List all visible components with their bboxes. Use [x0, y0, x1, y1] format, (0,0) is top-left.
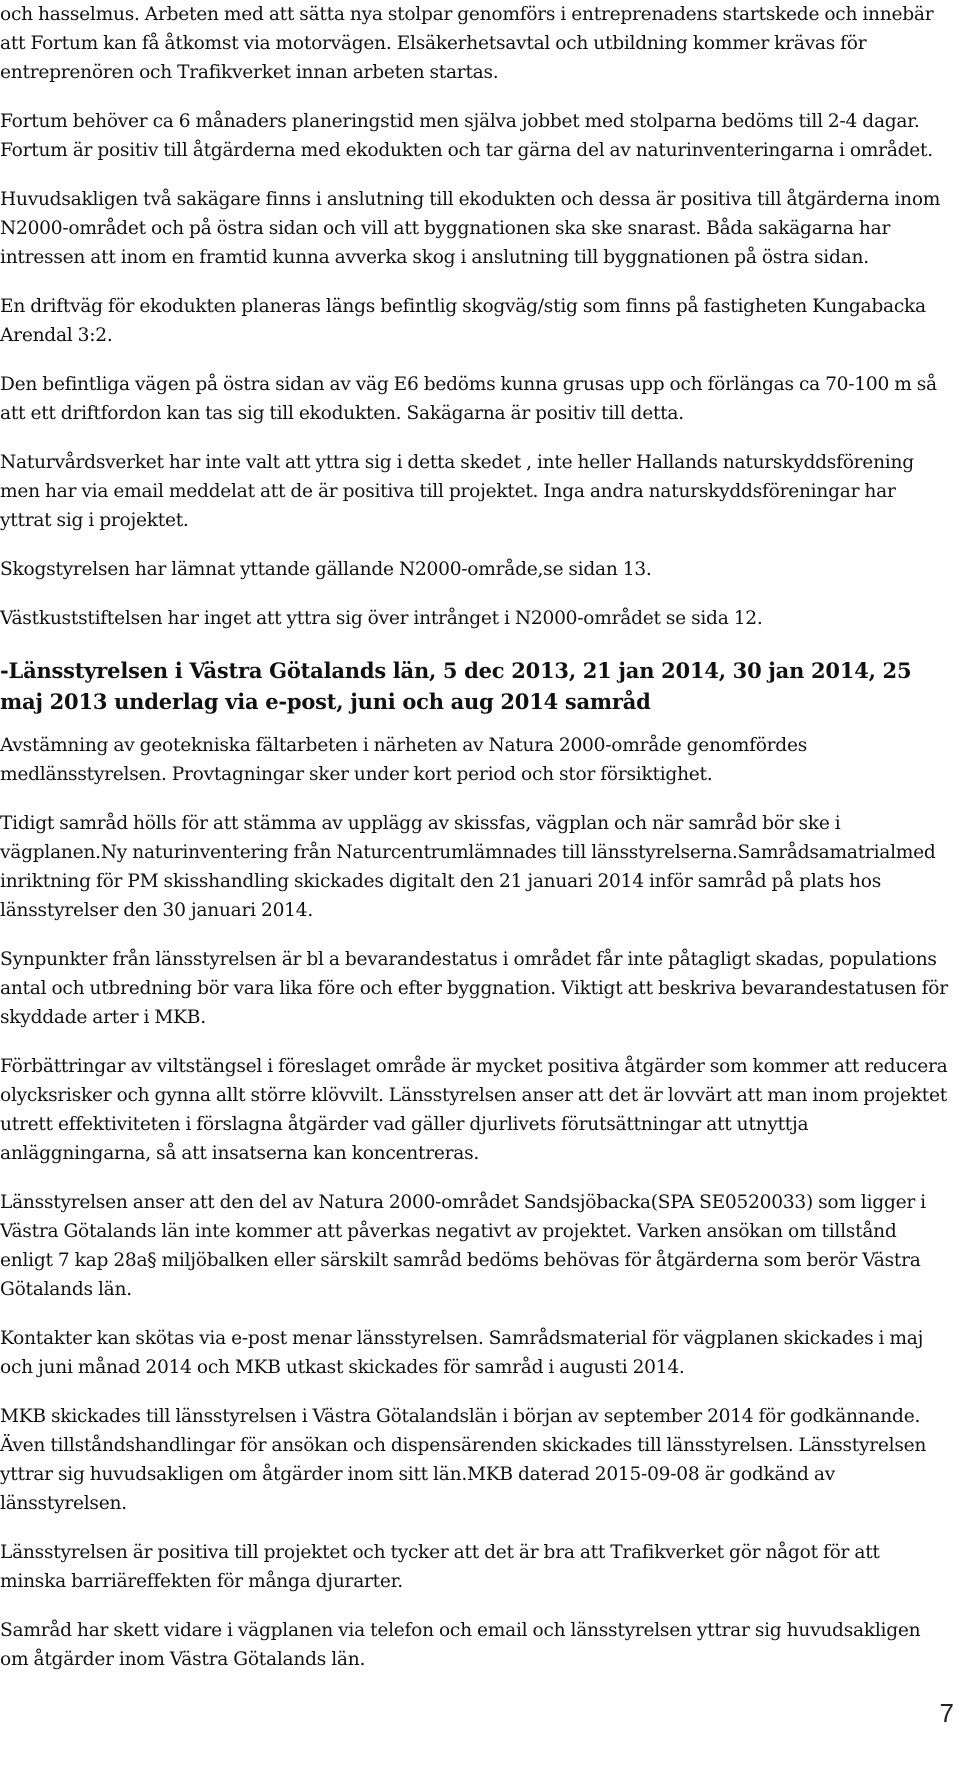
paragraph-vastkuststiftelsen: Västkuststiftelsen har inget att yttra sig över intrånget i N2000-området se sida 12. [0, 608, 763, 629]
paragraph-driftvag: En driftväg för ekodukten planeras längs befintlig skogväg/stig som finns på fastigheten Kungabacka Arendal 3:2. [0, 296, 926, 346]
paragraph-sakagare: Huvudsakligen två sakägare finns i anslutning till ekodukten och dessa är positiva till åtgärderna inom N2000-området och på östra sidan och vill att byggnationen ska ske snarast. Båda sakägarna har intressen att inom en framtid kunna avverka skog i anslutning till byggnationen på östra sidan. [0, 189, 941, 268]
paragraph-samrad-vidare: Samråd har skett vidare i vägplanen via telefon och email och länsstyrelsen yttrar sig huvudsakligen om åtgärder inom Västra Götalands län. [0, 1620, 921, 1670]
paragraph-viltstangsel: Förbättringar av viltstängsel i föreslaget område är mycket positiva åtgärder som kommer att reducera olycksrisker och gynna allt större klövvilt. Länsstyrelsen anser att det är lovvärt att man inom projektet utrett effektiviteten i förslagna åtgärder vad gäller djurlivets förutsättningar att utnyttja anläggningarna, så att insatserna kan koncentreras. [0, 1056, 948, 1164]
section-heading-lansstyrelsen: -Länsstyrelsen i Västra Götalands län, 5 dec 2013, 21 jan 2014, 30 jan 2014, 25 maj 2013 underlag via e-post, juni och aug 2014 samråd [0, 658, 912, 714]
paragraph-lansstyrelsen-positiva: Länsstyrelsen är positiva till projektet och tycker att det är bra att Trafikverket gör något för att minska barriäreffekten för många djurarter. [0, 1542, 880, 1592]
paragraph-synpunkter: Synpunkter från länsstyrelsen är bl a bevarandestatus i området får inte påtagligt skadas, populations antal och utbredning bör vara lika före och efter byggnation. Viktigt att beskriva bevarandestatusen för skyddade arter i MKB. [0, 949, 948, 1028]
paragraph-tidigt-samrad: Tidigt samråd hölls för att stämma av upplägg av skissfas, vägplan och när samråd bör ske i vägplanen.Ny naturinventering från Naturcentrumlämnades till länsstyrelserna.Samrådsamatrialmed inriktning för PM skisshandling skickades digitalt den 21 januari 2014 inför samråd på plats hos länsstyrelser den 30 januari 2014. [0, 813, 936, 921]
paragraph-skogstyrelsen: Skogstyrelsen har lämnat yttande gällande N2000-område,se sidan 13. [0, 559, 652, 580]
paragraph-naturvardsverket: Naturvårdsverket har inte valt att yttra sig i detta skedet , inte heller Hallands naturskyddsförening men har via email meddelat att de är positiva till projektet. Inga andra naturskyddsföreningar har yttrat sig i projektet. [0, 452, 914, 531]
paragraph-kontakter: Kontakter kan skötas via e-post menar länsstyrelsen. Samrådsmaterial för vägplanen skickades i maj och juni månad 2014 och MKB utkast skickades för samråd i augusti 2014. [0, 1328, 924, 1378]
paragraph-fortum-stolpar: och hasselmus. Arbeten med att sätta nya stolpar genomförs i entreprenadens startskede och innebär att Fortum kan få åtkomst via motorvägen. Elsäkerhetsavtal och utbildning kommer krävas för entreprenören och Trafikverket innan arbeten startas. [0, 4, 934, 83]
paragraph-geotekniska: Avstämning av geotekniska fältarbeten i närheten av Natura 2000-område genomfördes medlänsstyrelsen. Provtagningar sker under kort period och stor försiktighet. [0, 735, 807, 785]
paragraph-natura-sandsjobacka: Länsstyrelsen anser att den del av Natura 2000-området Sandsjöbacka(SPA SE0520033) som ligger i Västra Götalands län inte kommer att påverkas negativt av projektet. Varken ansökan om tillstånd enligt 7 kap 28a§ miljöbalken eller särskilt samråd bedöms behövas för åtgärderna som berör Västra Götalands län. [0, 1192, 926, 1300]
paragraph-fortum-planering: Fortum behöver ca 6 månaders planeringstid men själva jobbet med stolparna bedöms till 2-4 dagar. Fortum är positiv till åtgärderna med ekodukten och tar gärna del av naturinventeringarna i området. [0, 111, 933, 161]
paragraph-mkb-skickades: MKB skickades till länsstyrelsen i Västra Götalandslän i början av september 2014 för godkännande. Även tillståndshandlingar för ansökan och dispensärenden skickades till länsstyrelsen. Länsstyrelsen yttrar sig huvudsakligen om åtgärder inom sitt län.MKB daterad 2015-09-08 är godkänd av länsstyrelsen. [0, 1406, 927, 1514]
paragraph-befintliga-vagen: Den befintliga vägen på östra sidan av väg E6 bedöms kunna grusas upp och förlängas ca 70-100 m så att ett driftfordon kan tas sig till ekodukten. Sakägarna är positiv till detta. [0, 374, 937, 424]
page-number: 7 [939, 1698, 954, 1728]
